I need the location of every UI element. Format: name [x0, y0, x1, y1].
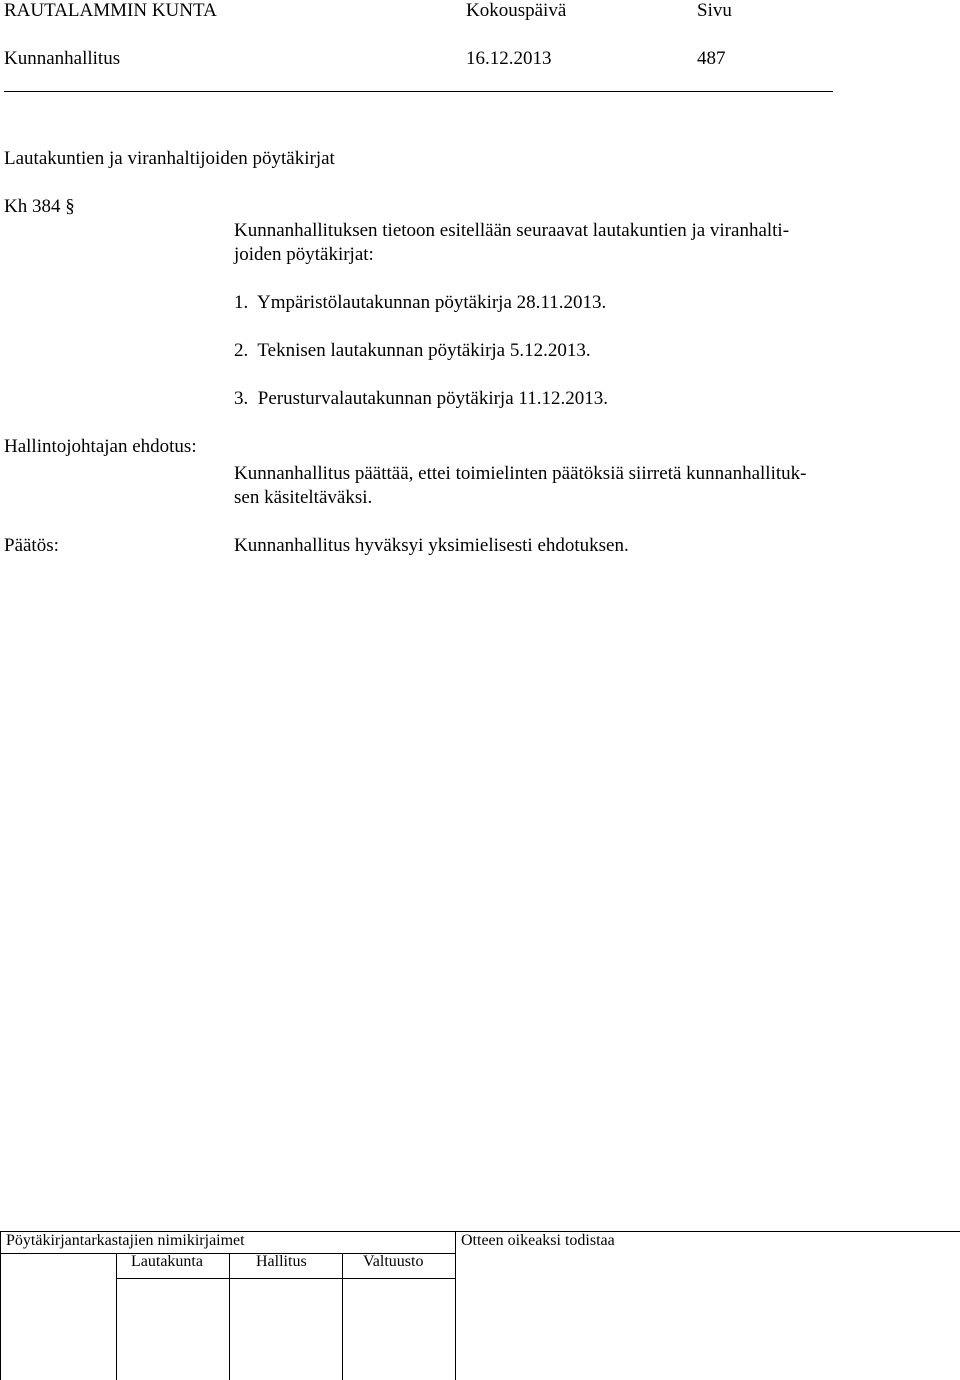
proposal-line: Kunnanhallitus päättää, ettei toimielinten päätöksiä siirretä kunnanhallituk-: [234, 463, 807, 484]
footer-column-label: Hallitus: [256, 1253, 307, 1270]
decision-label: Päätös:: [4, 535, 59, 556]
footer-column-rule: [229, 1253, 230, 1380]
intro-line: joiden pöytäkirjat:: [234, 244, 374, 265]
footer-column-rule: [116, 1253, 117, 1380]
header-divider: [4, 91, 833, 92]
section-code: Kh 384 §: [4, 196, 75, 217]
footer-column-label: Valtuusto: [363, 1253, 424, 1270]
footer-certified-label: Otteen oikeaksi todistaa: [461, 1232, 615, 1249]
page-label: Sivu: [697, 0, 732, 21]
municipality-name: RAUTALAMMIN KUNTA: [4, 0, 217, 21]
footer-column-label: Lautakunta: [131, 1253, 203, 1270]
intro-line: Kunnanhallituksen tietoon esitellään seuraavat lautakuntien ja viranhalti-: [234, 220, 790, 241]
decision-text: Kunnanhallitus hyväksyi yksimielisesti ehdotuksen.: [234, 535, 629, 556]
footer-column-underline: [116, 1278, 455, 1279]
proposal-label: Hallintojohtajan ehdotus:: [4, 436, 197, 457]
governing-body: Kunnanhallitus: [4, 48, 121, 69]
section-title: Lautakuntien ja viranhaltijoiden pöytäkirjat: [4, 148, 335, 169]
footer-signers-title: Pöytäkirjantarkastajien nimikirjaimet: [6, 1232, 245, 1249]
list-item: 1. Ympäristölautakunnan pöytäkirja 28.11.2013.: [234, 292, 607, 313]
meeting-date-label: Kokouspäivä: [466, 0, 567, 21]
proposal-line: sen käsiteltäväksi.: [234, 487, 373, 508]
page-number: 487: [697, 48, 726, 69]
list-item: 2. Teknisen lautakunnan pöytäkirja 5.12.2013.: [234, 340, 591, 361]
list-item: 3. Perusturvalautakunnan pöytäkirja 11.12.2013.: [234, 388, 608, 409]
footer-column-rule: [342, 1253, 343, 1380]
meeting-date: 16.12.2013: [466, 48, 552, 69]
